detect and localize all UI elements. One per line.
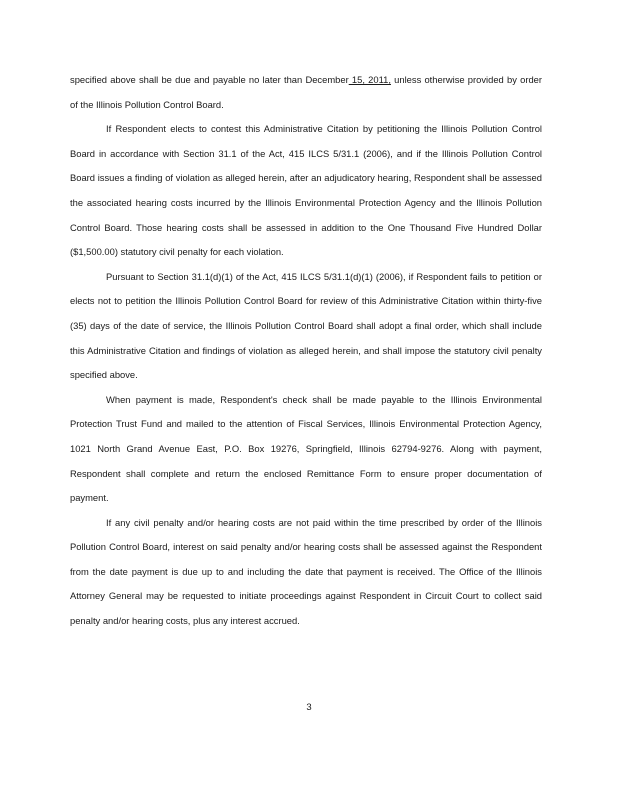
paragraph-contest-citation: If Respondent elects to contest this Administrative Citation by petitioning the Illinois Pollution Control Board in accordance with Section 31.1 of the Act, 415 ILCS 5/31.1 (2006), and if the Illinois Pollution Control Board issues a finding of violation as alleged herein, after an adjudicatory hearing, Respondent shall be assessed the associated hearing costs incurred by the Illinois Environmental Protection Agency and the Illinois Pollution Control Board. Those hearing costs shall be assessed in addition to the One Thousand Five Hundred Dollar ($1,500.00) statutory civil penalty for each violation.: [70, 123, 542, 258]
paragraph-payment: When payment is made, Respondent's check shall be made payable to the Illinois Environmental Protection Trust Fund and mailed to the attention of Fiscal Services, Illinois Environmental Protection Agency, 1021 North Grand Avenue East, P.O. Box 19276, Springfield, Illinois 62794-9276. Along with payment, Respondent shall complete and return the enclosed Remittance Form to ensure proper documentation of payment.: [70, 393, 542, 504]
paragraph-final-order: Pursuant to Section 31.1(d)(1) of the Act, 415 ILCS 5/31.1(d)(1) (2006), if Respondent fails to petition or elects not to petition the Illinois Pollution Control Board for review of this Administrative Citation within thirty-five (35) days of the date of service, the Illinois Pollution Control Board shall adopt a final order, which shall include this Administrative Citation and findings of violation as alleged herein, and shall impose the statutory civil penalty specified above.: [70, 270, 542, 381]
paragraph-interest: If any civil penalty and/or hearing costs are not paid within the time prescribed by order of the Illinois Pollution Control Board, interest on said penalty and/or hearing costs shall be assessed against the Respondent from the date payment is due up to and including the date that payment is received. The Office of the Illinois Attorney General may be requested to initiate proceedings against Respondent in Circuit Court to collect said penalty and/or hearing costs, plus any interest accrued.: [70, 516, 542, 627]
due-date-underlined: 15, 2011,: [348, 74, 391, 85]
page-number: 3: [306, 702, 312, 713]
paragraph-due-date: [70, 68, 542, 117]
due-date-text-before: specified above shall be due and payable no later than December: [70, 74, 349, 85]
due-date-text-after: unless otherwise provided by order of the Illinois Pollution Control Board.: [70, 74, 542, 110]
document-body: [70, 68, 542, 634]
